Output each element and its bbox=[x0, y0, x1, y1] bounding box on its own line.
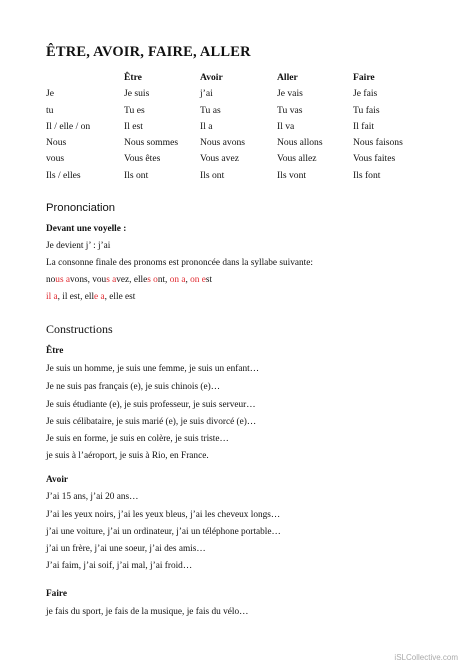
table-header: Être bbox=[124, 72, 142, 83]
liaison-example-line bbox=[46, 292, 135, 302]
table-row bbox=[46, 137, 429, 153]
subheading-faire: Faire bbox=[46, 589, 67, 599]
table-row bbox=[46, 105, 429, 121]
example-line: Je suis étudiante (e), je suis professeur, je suis serveur… bbox=[46, 400, 256, 410]
table-cell: Il a bbox=[200, 120, 213, 132]
example-line: j’ai un frère, j’ai une soeur, j’ai des amis… bbox=[46, 544, 206, 554]
table-header bbox=[46, 72, 124, 88]
table-cell: vous bbox=[46, 153, 65, 165]
table-cell: Il est bbox=[124, 120, 143, 132]
table-cell: Il va bbox=[277, 120, 295, 132]
liaison-highlight: us a bbox=[55, 275, 71, 285]
liaison-highlight: on e bbox=[190, 275, 206, 285]
table-cell: Il fait bbox=[353, 120, 375, 132]
table-header: Faire bbox=[353, 72, 375, 83]
table-cell: Nous faisons bbox=[353, 137, 403, 149]
table-cell: Ils ont bbox=[124, 169, 149, 181]
example-line: J’ai 15 ans, j’ai 20 ans… bbox=[46, 492, 139, 502]
section-heading-constructions: Constructions bbox=[46, 322, 113, 336]
table-cell: Vous allez bbox=[277, 153, 317, 165]
watermark-footer: iSLCollective.com bbox=[394, 653, 458, 662]
liaison-text: nt, bbox=[157, 275, 170, 285]
table-header: Avoir bbox=[200, 72, 223, 83]
conjugation-table bbox=[46, 72, 429, 186]
liaison-highlight: on a bbox=[169, 275, 186, 285]
table-cell: Ils / elles bbox=[46, 169, 81, 181]
page-title: ÊTRE, AVOIR, FAIRE, ALLER bbox=[46, 44, 251, 60]
table-cell: Tu vas bbox=[277, 104, 303, 116]
table-cell: Vous avez bbox=[200, 153, 239, 165]
liaison-highlight: s o bbox=[147, 275, 158, 285]
liaison-text: , bbox=[185, 275, 191, 285]
table-cell: Nous allons bbox=[277, 137, 323, 149]
section-heading-prononciation: Prononciation bbox=[46, 202, 116, 214]
table-cell: Nous sommes bbox=[124, 137, 179, 149]
table-row bbox=[46, 153, 429, 169]
text-line: La consonne finale des pronoms est prononcée dans la syllabe suivante: bbox=[46, 258, 313, 268]
table-cell: Tu es bbox=[124, 104, 145, 116]
liaison-highlight: s a bbox=[106, 275, 117, 285]
table-row bbox=[46, 88, 429, 104]
table-header: Aller bbox=[277, 72, 298, 83]
liaison-highlight: il a bbox=[46, 292, 58, 302]
table-cell: Nous bbox=[46, 137, 67, 149]
table-cell: Tu as bbox=[200, 104, 221, 116]
table-row bbox=[46, 170, 429, 186]
table-cell: Ils font bbox=[353, 169, 381, 181]
example-line: J’ai les yeux noirs, j’ai les yeux bleus, j’ai les cheveux longs… bbox=[46, 510, 281, 520]
liaison-highlight: e a bbox=[94, 292, 105, 302]
liaison-text: st bbox=[205, 275, 213, 285]
liaison-text: , il est, ell bbox=[57, 292, 95, 302]
example-line: je suis à l’aéroport, je suis à Rio, en France. bbox=[46, 451, 209, 461]
table-cell: Je vais bbox=[277, 88, 303, 100]
table-cell: Ils vont bbox=[277, 169, 307, 181]
text-line: Je devient j’ : j’ai bbox=[46, 241, 111, 251]
table-cell: Tu fais bbox=[353, 104, 380, 116]
example-line: je fais du sport, je fais de la musique, je fais du vélo… bbox=[46, 607, 249, 617]
liaison-text: vez, elle bbox=[116, 275, 148, 285]
example-line: J’ai faim, j’ai soif, j’ai mal, j’ai froid… bbox=[46, 561, 193, 571]
example-line: Je suis en forme, je suis en colère, je suis triste… bbox=[46, 434, 229, 444]
table-cell: Vous faites bbox=[353, 153, 396, 165]
example-line: Je suis célibataire, je suis marié (e), je suis divorcé (e)… bbox=[46, 417, 257, 427]
liaison-text: , elle est bbox=[104, 292, 136, 302]
subheading-etre: Être bbox=[46, 346, 64, 356]
example-line: j’ai une voiture, j’ai un ordinateur, j’ai un téléphone portable… bbox=[46, 527, 281, 537]
liaison-example-line bbox=[46, 275, 212, 285]
table-cell: tu bbox=[46, 104, 54, 116]
subheading-voyelle: Devant une voyelle : bbox=[46, 224, 127, 234]
example-line: Je ne suis pas français (e), je suis chinois (e)… bbox=[46, 382, 221, 392]
table-cell: j’ai bbox=[200, 88, 213, 100]
table-cell: Nous avons bbox=[200, 137, 246, 149]
table-cell: Je fais bbox=[353, 88, 378, 100]
table-cell: Ils ont bbox=[200, 169, 225, 181]
table-cell: Il / elle / on bbox=[46, 120, 91, 132]
table-cell: Je bbox=[46, 88, 54, 100]
table-row bbox=[46, 121, 429, 137]
liaison-text: vons, vou bbox=[70, 275, 107, 285]
liaison-text: no bbox=[46, 275, 56, 285]
example-line: Je suis un homme, je suis une femme, je suis un enfant… bbox=[46, 364, 260, 374]
subheading-avoir: Avoir bbox=[46, 475, 69, 485]
table-cell: Vous êtes bbox=[124, 153, 161, 165]
table-cell: Je suis bbox=[124, 88, 150, 100]
table-header-row bbox=[46, 72, 429, 88]
